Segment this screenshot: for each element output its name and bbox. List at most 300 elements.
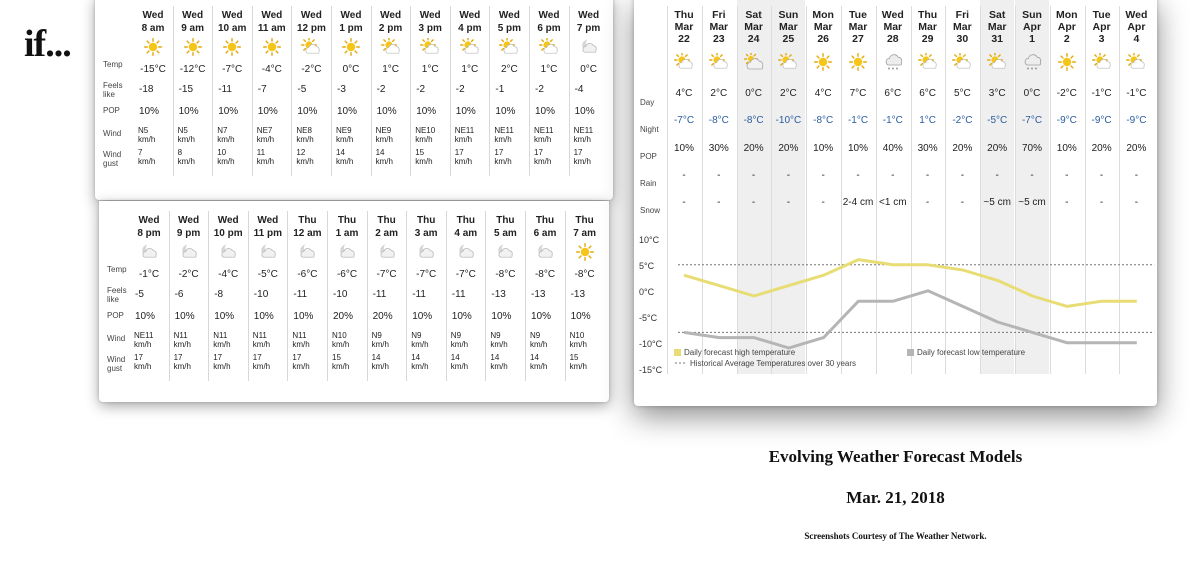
hour-pop: 10% <box>253 311 274 322</box>
card_a-gust-label: Wind gust <box>103 150 122 168</box>
hour-gust-unit: km/h <box>530 362 548 371</box>
day-snow: - <box>682 197 686 208</box>
hour-pop: 10% <box>455 106 476 117</box>
temperature-chart <box>634 0 1157 406</box>
night-low-temp: -5°C <box>987 115 1008 126</box>
partly-cloudy-icon <box>420 38 440 56</box>
card_a-pop-label: POP <box>103 106 120 115</box>
hour-wind-gust: 17 <box>292 353 302 362</box>
day-pop: 20% <box>743 143 764 154</box>
hour-gust-unit: km/h <box>213 362 231 371</box>
day-of-week: Fri <box>712 9 726 21</box>
hour-pop: 10% <box>535 106 556 117</box>
hour-time: 12 am <box>293 228 322 239</box>
hour-temp: -2°C <box>301 64 322 75</box>
hour-day: Wed <box>142 10 164 21</box>
day-rain: - <box>1099 170 1104 181</box>
hour-wind-unit: km/h <box>530 340 548 349</box>
day-date: 3 <box>1098 33 1105 45</box>
day-rain: - <box>786 170 791 181</box>
hour-feels-like: -13 <box>491 289 506 300</box>
hour-gust-unit: km/h <box>296 157 314 166</box>
hour-time: 1 pm <box>339 23 363 34</box>
sunny-icon <box>575 243 595 261</box>
hour-time: 11 pm <box>253 228 282 239</box>
hour-time: 2 am <box>375 228 398 239</box>
hour-time: 6 am <box>533 228 557 239</box>
hour-temp: 0°C <box>342 64 360 75</box>
hour-column <box>291 0 331 186</box>
hour-wind-gust: 17 <box>173 353 183 362</box>
hour-wind-unit: km/h <box>296 135 314 144</box>
hour-wind-gust: 8 <box>177 148 183 157</box>
sunny-icon <box>262 38 282 56</box>
hour-wind: NE10 <box>415 126 436 135</box>
day-date: 23 <box>712 33 725 45</box>
hour-gust-unit: km/h <box>138 157 156 166</box>
y-tick-label: 5°C <box>639 261 655 271</box>
day-high-temp: -1°C <box>1126 88 1147 99</box>
hour-wind-gust: 14 <box>530 353 539 362</box>
hour-gust-unit: km/h <box>411 362 429 371</box>
day-month: Mar <box>813 21 833 33</box>
fourteen-day-forecast-card <box>634 0 1157 406</box>
day-of-week: Tue <box>849 9 867 21</box>
card_b-temp-label: Temp <box>107 265 127 274</box>
night-low-temp: -9°C <box>1091 115 1112 126</box>
partly-cloudy-icon <box>301 38 321 56</box>
hour-day: Wed <box>459 10 481 21</box>
hour-time: 10 am <box>218 23 247 34</box>
hour-wind: N11 <box>292 331 307 340</box>
hour-wind-gust: 14 <box>411 353 421 362</box>
hour-column <box>252 0 292 186</box>
hour-wind: N10 <box>569 331 585 340</box>
partly-cloudy-icon <box>539 38 559 56</box>
day-month: Mar <box>848 21 868 33</box>
hour-wind-gust: 14 <box>375 148 385 157</box>
day-high-temp: 7°C <box>849 88 867 99</box>
hour-wind-gust: 17 <box>494 148 504 157</box>
hour-feels-like: -11 <box>451 289 466 300</box>
hour-wind: N10 <box>332 331 347 340</box>
hour-pop: 10% <box>574 106 595 117</box>
caption-credit: Screenshots Courtesy of The Weather Network. <box>804 531 987 541</box>
day-rain: - <box>717 170 721 181</box>
day-of-week: Wed <box>1125 9 1148 21</box>
hour-column <box>173 0 213 186</box>
hour-feels-like: -15 <box>178 84 194 95</box>
hour-day: Wed <box>380 10 402 21</box>
sunny-icon <box>143 38 163 56</box>
hour-gust-unit: km/h <box>534 157 552 166</box>
legend-swatch-low <box>907 349 914 356</box>
hour-gust-unit: km/h <box>336 157 354 166</box>
hour-pop: 10% <box>178 106 199 117</box>
hour-wind-unit: km/h <box>332 340 350 349</box>
night-low-temp: -1°C <box>847 115 869 126</box>
hour-column <box>446 201 486 391</box>
hour-time: 3 am <box>414 228 438 239</box>
day-month: Mar <box>779 21 798 33</box>
cloudy-night-icon <box>377 243 397 261</box>
day-date: 24 <box>747 33 760 45</box>
hour-pop: 10% <box>495 106 516 117</box>
day-high-temp: 4°C <box>814 88 832 99</box>
night-low-temp: -7°C <box>1021 115 1043 126</box>
sunny-icon <box>183 38 203 56</box>
hour-temp: -12°C <box>179 64 206 75</box>
hour-feels-like: -2 <box>376 84 386 95</box>
hour-pop: 10% <box>491 311 512 322</box>
day-of-week: Sun <box>1022 9 1042 21</box>
day-high-temp: 0°C <box>745 88 762 99</box>
hour-temp: -15°C <box>140 64 166 75</box>
hour-wind: N11 <box>252 331 267 340</box>
hour-wind-unit: km/h <box>292 340 310 349</box>
hour-wind-gust: 15 <box>569 353 579 362</box>
day-snow: - <box>925 197 930 208</box>
day-of-week: Sat <box>989 9 1006 21</box>
day-of-week: Sun <box>778 9 799 21</box>
hour-wind: NE9 <box>336 126 352 135</box>
hour-time: 11 am <box>257 23 286 34</box>
day-snow: 2-4 cm <box>842 197 874 208</box>
hour-column <box>169 201 209 391</box>
day-pop: 10% <box>673 143 694 154</box>
hour-wind-unit: km/h <box>573 135 591 144</box>
y-tick-label: 10°C <box>639 235 660 245</box>
hour-day: Thu <box>337 215 357 226</box>
hour-column <box>371 0 411 186</box>
hour-wind: NE11 <box>454 126 475 135</box>
hour-wind-gust: 17 <box>573 148 583 157</box>
hour-column <box>133 0 173 186</box>
day-of-week: Thu <box>674 9 694 21</box>
day-snow: <1 cm <box>879 197 907 208</box>
hour-gust-unit: km/h <box>490 362 508 371</box>
hour-column <box>450 0 490 186</box>
hour-pop: 10% <box>139 106 160 117</box>
day-rain: - <box>751 170 756 181</box>
snow-row-label: Snow <box>640 206 661 215</box>
hour-wind: NE11 <box>534 126 554 135</box>
day-snow: - <box>751 197 756 208</box>
hour-column <box>406 201 446 391</box>
hour-time: 4 am <box>454 228 478 239</box>
day-high-temp: 3°C <box>988 88 1006 99</box>
card_b-pop-label: POP <box>107 311 124 320</box>
hour-feels-like: -18 <box>139 84 154 95</box>
day-date: 4 <box>1133 33 1140 45</box>
hour-day: Wed <box>138 215 160 226</box>
day-high-temp: -2°C <box>1056 88 1077 99</box>
hour-wind-gust: 15 <box>332 353 341 362</box>
day-rain: - <box>856 170 860 181</box>
day-date: 28 <box>886 33 899 45</box>
day-high-temp: 2°C <box>710 88 728 99</box>
day-pop: 10% <box>813 143 834 154</box>
hour-pop: 10% <box>257 106 278 117</box>
night-low-temp: -2°C <box>952 115 973 126</box>
day-pop: 70% <box>1021 143 1042 154</box>
day-pop: 20% <box>1126 143 1147 154</box>
day-rain: - <box>1065 170 1069 181</box>
hour-wind: N9 <box>450 331 462 340</box>
hour-gust-unit: km/h <box>375 157 393 166</box>
hour-column <box>529 0 569 186</box>
night-low-temp: -8°C <box>743 115 764 126</box>
card_a-feels-label: Feels like <box>103 81 123 99</box>
hour-wind: N7 <box>217 126 228 135</box>
hour-temp: -7°C <box>376 269 397 280</box>
day-date: 22 <box>678 33 690 45</box>
day-of-week: Mon <box>1056 9 1078 21</box>
chart-legend <box>674 348 1026 368</box>
hour-time: 10 pm <box>213 228 243 239</box>
hour-day: Wed <box>578 10 600 21</box>
hour-time: 5 pm <box>497 23 522 34</box>
hour-day: Wed <box>498 10 520 21</box>
day-date: 30 <box>956 33 969 45</box>
hour-column <box>410 0 450 186</box>
hour-gust-unit: km/h <box>332 362 350 371</box>
hour-time: 7 am <box>573 228 596 239</box>
day-snow: - <box>786 197 791 208</box>
hour-temp: -8°C <box>574 269 595 280</box>
hour-time: 5 am <box>493 228 517 239</box>
day-rain: - <box>682 170 686 181</box>
hour-day: Wed <box>221 10 243 21</box>
night-row-label: Night <box>640 125 659 134</box>
hour-pop: 10% <box>412 311 433 322</box>
hour-column <box>569 0 609 186</box>
hour-wind-gust: 7 <box>138 148 143 157</box>
day-date: 1 <box>1029 33 1035 45</box>
day-snow: - <box>1134 197 1139 208</box>
hour-temp: 1°C <box>421 64 439 75</box>
hour-wind: N11 <box>213 331 228 340</box>
hour-gust-unit: km/h <box>494 157 512 166</box>
hour-pop: 10% <box>293 311 314 322</box>
hour-temp: 1°C <box>540 64 558 75</box>
hour-wind: N11 <box>173 331 188 340</box>
hour-temp: -2°C <box>178 269 199 280</box>
hour-wind-gust: 17 <box>454 148 464 157</box>
hour-wind: NE11 <box>134 331 154 340</box>
hour-day: Thu <box>496 215 515 226</box>
hour-feels-like: -11 <box>372 289 387 300</box>
hour-feels-like: -2 <box>535 84 544 95</box>
hour-feels-like: -1 <box>495 84 505 95</box>
hour-time: 4 pm <box>458 23 482 34</box>
hour-gust-unit: km/h <box>569 362 587 371</box>
hour-gust-unit: km/h <box>177 157 195 166</box>
day-date: 25 <box>782 33 795 45</box>
night-low-temp: -8°C <box>708 115 729 126</box>
hour-wind: N5 <box>138 126 149 135</box>
day-snow: - <box>1099 197 1104 208</box>
card_a-temp-label: Temp <box>103 60 123 69</box>
cloudy-night-icon <box>416 243 436 261</box>
hour-wind-unit: km/h <box>138 135 156 144</box>
hour-day: Wed <box>178 215 200 226</box>
hour-temp: -7°C <box>416 269 437 280</box>
cloudy-night-icon <box>456 243 476 261</box>
day-snow: ~5 cm <box>983 197 1011 208</box>
hour-pop: 10% <box>214 311 235 322</box>
cloudy-night-icon <box>579 38 599 56</box>
hour-wind: NE8 <box>296 126 312 135</box>
hour-wind-unit: km/h <box>252 340 271 349</box>
hour-wind-unit: km/h <box>450 340 469 349</box>
hour-wind-unit: km/h <box>494 135 512 144</box>
hour-wind: NE7 <box>256 126 273 135</box>
hour-wind-gust: 10 <box>217 148 227 157</box>
hour-time: 9 am <box>181 23 204 34</box>
hour-feels-like: -8 <box>214 289 224 300</box>
day-pop: 20% <box>1091 143 1112 154</box>
hour-wind-gust: 14 <box>490 353 500 362</box>
hour-temp: -4°C <box>261 64 282 75</box>
hour-column <box>367 201 407 391</box>
day-high-temp: 2°C <box>779 88 797 99</box>
hour-wind-unit: km/h <box>213 340 231 349</box>
hour-pop: 10% <box>451 311 472 322</box>
day-rain: - <box>1134 170 1139 181</box>
day-high-temp: 4°C <box>675 88 693 99</box>
y-tick-label: -15°C <box>639 365 663 375</box>
hour-feels-like: -3 <box>337 84 346 95</box>
day-month: Mar <box>744 21 763 33</box>
hour-wind-unit: km/h <box>134 340 152 349</box>
hour-column <box>208 201 248 391</box>
hour-day: Wed <box>261 10 283 21</box>
hour-gust-unit: km/h <box>573 157 591 166</box>
day-month: Mar <box>918 21 937 33</box>
hour-temp: -8°C <box>534 269 556 280</box>
hour-day: Thu <box>417 215 436 226</box>
hour-gust-unit: km/h <box>134 362 152 371</box>
pop-row-label: POP <box>640 152 657 161</box>
day-snow: ~5 cm <box>1018 197 1046 208</box>
hour-wind-gust: 14 <box>450 353 460 362</box>
day-month: Mar <box>674 21 694 33</box>
hour-wind-unit: km/h <box>371 340 389 349</box>
day-snow: - <box>960 197 965 208</box>
hour-wind-unit: km/h <box>569 340 587 349</box>
hour-temp: -6°C <box>336 269 358 280</box>
day-high-temp: 6°C <box>919 88 936 99</box>
card_a-wind-label: Wind <box>103 129 122 138</box>
caption-date: Mar. 21, 2018 <box>846 488 945 507</box>
caption-title: Evolving Weather Forecast Models <box>768 447 1023 466</box>
cloudy-night-icon <box>218 243 238 261</box>
night-low-temp: -7°C <box>673 115 695 126</box>
day-high-temp: 6°C <box>884 88 902 99</box>
hour-gust-unit: km/h <box>173 362 191 371</box>
hour-time: 9 pm <box>176 228 201 239</box>
hour-column <box>287 201 327 391</box>
hour-wind-gust: 14 <box>371 353 381 362</box>
hour-feels-like: -10 <box>253 289 269 300</box>
cloudy-night-icon <box>139 243 159 261</box>
hour-temp: -7°C <box>222 64 243 75</box>
cloudy-night-icon <box>337 243 357 261</box>
hour-wind: NE11 <box>494 126 514 135</box>
hour-pop: 10% <box>297 106 318 117</box>
day-high-temp: 0°C <box>1023 88 1041 99</box>
hour-pop: 10% <box>337 106 358 117</box>
hour-wind-unit: km/h <box>411 340 429 349</box>
hour-feels-like: -7 <box>257 84 267 95</box>
hour-temp: -7°C <box>455 269 476 280</box>
card_b-gust-label: Wind gust <box>107 355 126 373</box>
day-month: Apr <box>1022 21 1042 33</box>
card_b-wind-label: Wind <box>107 334 126 343</box>
cloudy-night-icon <box>179 243 199 261</box>
hour-temp: 1°C <box>461 64 479 75</box>
day-snow: - <box>717 197 721 208</box>
day-row-label: Day <box>640 98 655 107</box>
hour-wind-unit: km/h <box>415 135 433 144</box>
cloudy-night-icon <box>297 243 317 261</box>
low-temp-line <box>684 291 1137 348</box>
hour-gust-unit: km/h <box>256 157 275 166</box>
day-rain: - <box>891 170 895 181</box>
day-of-week: Wed <box>881 9 904 21</box>
day-rain: - <box>925 170 930 181</box>
hour-wind-unit: km/h <box>217 135 235 144</box>
day-pop: 20% <box>952 143 973 154</box>
day-rain: - <box>995 170 999 181</box>
hour-day: Wed <box>419 10 441 21</box>
hour-column <box>248 201 288 391</box>
hour-feels-like: -6 <box>174 289 184 300</box>
hourly-forecast-card-night <box>99 201 609 402</box>
hour-feels-like: -2 <box>416 84 426 95</box>
hour-feels-like: -10 <box>333 289 348 300</box>
hour-time: 6 pm <box>537 23 561 34</box>
cloudy-night-icon <box>495 243 515 261</box>
hour-column <box>565 201 605 391</box>
hour-temp: -4°C <box>218 269 239 280</box>
hour-gust-unit: km/h <box>292 362 310 371</box>
hour-day: Thu <box>535 215 555 226</box>
day-date: 29 <box>921 33 934 45</box>
day-pop: 10% <box>1056 143 1077 154</box>
day-of-week: Thu <box>917 9 938 21</box>
hour-column <box>327 201 367 391</box>
cloudy-night-icon <box>258 243 278 261</box>
partly-cloudy-icon <box>460 38 480 56</box>
if-heading: if... <box>24 23 71 65</box>
hour-feels-like: -5 <box>135 289 144 300</box>
high-temp-line <box>684 260 1137 307</box>
hourly-forecast-card-morning <box>95 0 613 200</box>
sunny-icon <box>222 38 242 56</box>
hour-pop: 10% <box>174 311 195 322</box>
hour-pop: 10% <box>376 106 397 117</box>
day-pop: 20% <box>778 143 799 154</box>
cloudy-night-icon <box>535 243 555 261</box>
hour-day: Thu <box>456 215 475 226</box>
hour-column <box>485 201 525 391</box>
hour-pop: 10% <box>135 311 156 322</box>
day-of-week: Fri <box>955 9 970 21</box>
day-month: Mar <box>709 21 729 33</box>
night-low-temp: -9°C <box>1126 115 1147 126</box>
